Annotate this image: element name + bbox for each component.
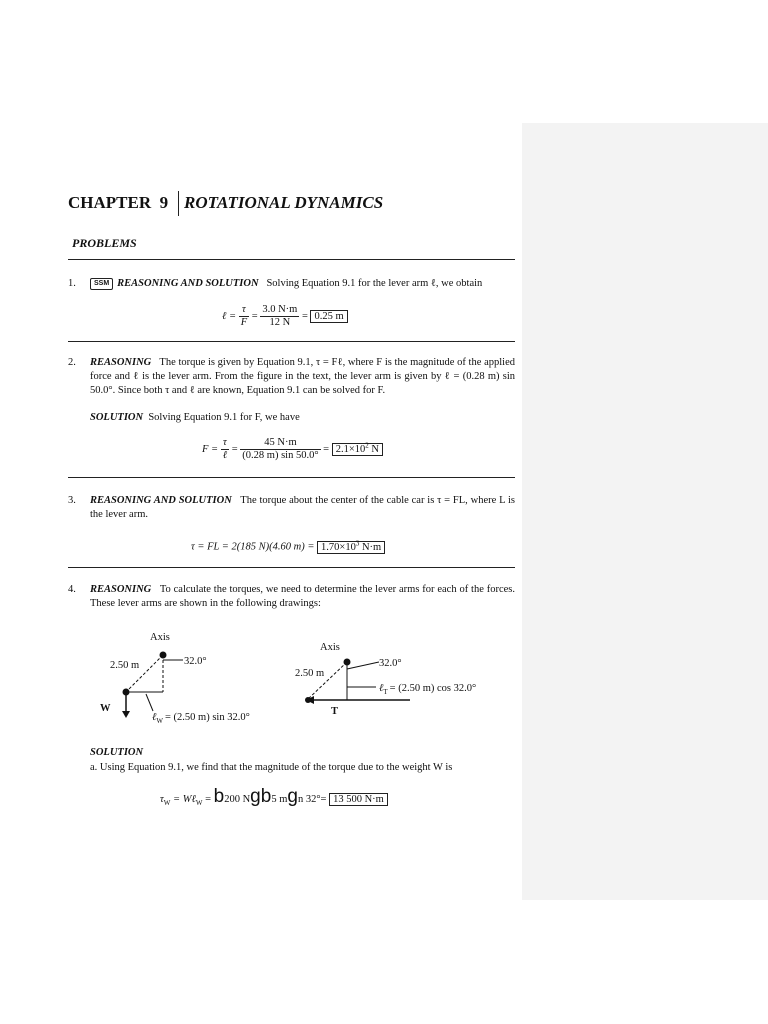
problem-4-solution-text: a. Using Equation 9.1, we find that the magnitude of the torque due to the weight W is: [90, 762, 453, 773]
problem-4-result: 13 500 N·m: [329, 793, 388, 806]
problem-4-text: [90, 583, 515, 611]
problem-1-equation: ℓ = $\frac{\tau}{F}$ = $\frac{3.0 N\cdot m}{12 N}$ = 0.25 m: [222, 304, 348, 329]
problem-3-body: The torque about the center of the cable car is τ = FL, where L is the lever arm.: [90, 495, 515, 520]
problem-1-result: 0.25 m: [310, 310, 347, 323]
problem-2-equation: F = $\frac{\tau}{\text{ℓ}}$ = $\frac{45 N\cdot m}{(0.28 m) \sin 50.0^\circ}$ = $2.1\times 10^2$ N: [202, 437, 383, 462]
arm-label: 2.50 m: [295, 668, 325, 679]
chapter-label: CHAPTER 9: [68, 193, 169, 212]
divider-rule: [68, 341, 515, 342]
problem-3-result: $1.70\times 10^3$ N·m: [317, 541, 385, 554]
lever-label: ℓ$_T$ = (2.50 m) cos 32.0°: [379, 683, 477, 696]
axis-label: Axis: [320, 642, 340, 653]
axis-label: Axis: [150, 632, 170, 643]
problem-2-text: [90, 356, 515, 398]
problem-4-heading: REASONING: [90, 584, 152, 595]
problem-3-heading: REASONING AND SOLUTION: [90, 495, 232, 506]
arrow-head: [122, 711, 130, 718]
problem-2-number: 2.: [68, 357, 76, 368]
divider-rule: [68, 477, 515, 478]
divider-rule: [68, 259, 515, 260]
comment-side-panel: [522, 123, 768, 900]
problem-2-body: The torque is given by Equation 9.1, τ = Fℓ, where F is the magnitude of the applied force and ℓ is the lever arm. From the figure in the text, the lever arm is given by ℓ = (0.28 m) sin 50.0°. Since both τ and ℓ are known, Equation 9.1 can be solved for F.: [90, 357, 515, 396]
problem-2-result: $2.1\times 10^2$ N: [332, 443, 383, 456]
force-label: W: [100, 703, 111, 714]
problem-3-equation: τ = FL = 2(185 N)(4.60 $m) = 1.70\times 10^3$ N·m: [191, 539, 385, 553]
divider-rule: [68, 567, 515, 568]
angle-leader: [347, 662, 379, 669]
problem-4-solution-heading: SOLUTION: [90, 747, 144, 758]
chapter-divider: [178, 191, 179, 216]
ssm-badge: SSM: [90, 278, 113, 290]
chapter-title: ROTATIONAL DYNAMICS: [184, 193, 384, 212]
force-point: [305, 697, 311, 703]
arm-label: 2.50 m: [110, 660, 140, 671]
section-heading: PROBLEMS: [72, 236, 137, 250]
problem-1-text: [90, 277, 515, 291]
angle-label: 32.0°: [379, 658, 402, 669]
angle-label: 32.0°: [184, 656, 207, 667]
lever-label: ℓ$_W$ = (2.50 m) sin 32.0°: [152, 712, 250, 725]
problem-4-equation: $\tau_W$ = Wℓ$_W$ = b200 Ngb5 mgn 32°= 13 500 N·m: [160, 790, 388, 807]
problem-4-body: To calculate the torques, we need to determine the lever arms for each of the forces. These lever arms are shown in the following drawings:: [90, 584, 515, 609]
problem-1-number: 1.: [68, 278, 76, 289]
problem-1-body: Solving Equation 9.1 for the lever arm ℓ, we obtain: [266, 278, 483, 289]
problem-4-number: 4.: [68, 584, 76, 595]
lever-leader: [146, 694, 153, 711]
lever-diagram-weight: [100, 625, 300, 730]
problem-3-number: 3.: [68, 495, 76, 506]
problem-1-heading: REASONING AND SOLUTION: [117, 278, 259, 289]
problem-2-solution: SOLUTION Solving Equation 9.1 for F, we have: [90, 412, 300, 423]
lever-diagram-tension: [275, 638, 515, 718]
force-label: T: [331, 706, 339, 717]
problem-3-text: [90, 494, 515, 522]
problem-2-heading: REASONING: [90, 357, 152, 368]
